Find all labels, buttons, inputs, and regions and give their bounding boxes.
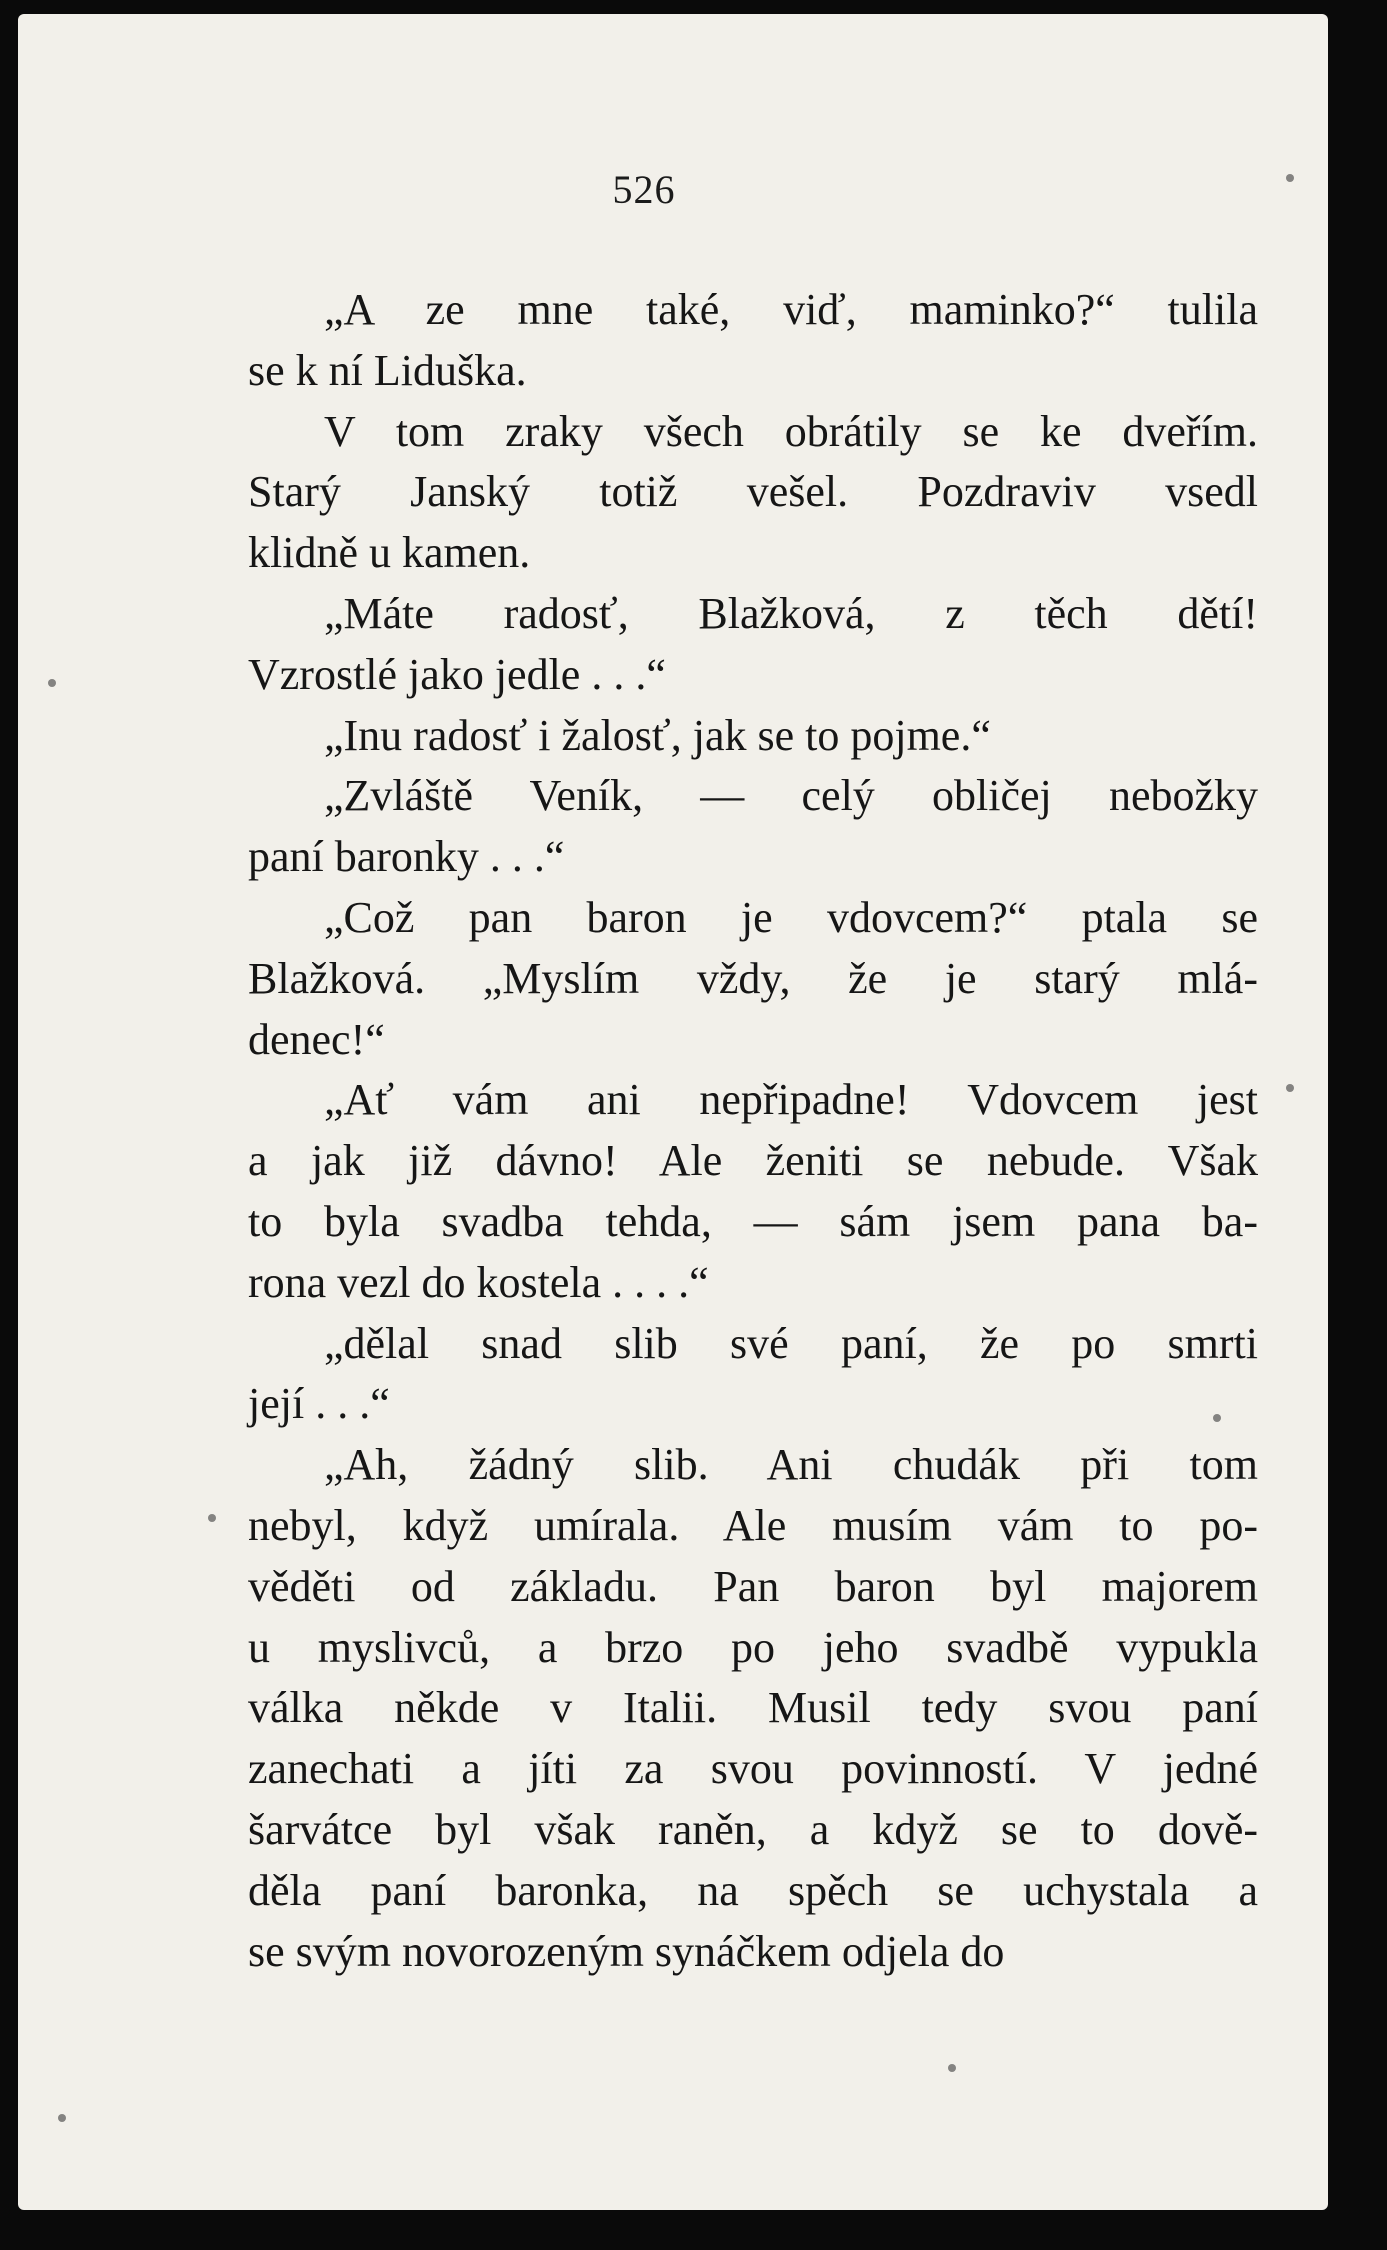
text-line: děla paní baronka, na spěch se uchystala a — [248, 1865, 1258, 1915]
scan-speck — [1213, 1414, 1221, 1422]
text-line: Vzrostlé jako jedle . . .“ — [248, 649, 666, 699]
text-line: šarvátce byl však raněn, a když se to dově- — [248, 1804, 1258, 1854]
text-line: nebyl, když umírala. Ale musím vám to po- — [248, 1500, 1258, 1550]
text-line: u myslivců, a brzo po jeho svadbě vypukla — [248, 1622, 1258, 1672]
text-line: se k ní Liduška. — [248, 345, 527, 395]
text-line: věděti od základu. Pan baron byl majorem — [248, 1561, 1258, 1611]
scan-speck — [1286, 1084, 1294, 1092]
text-line: klidně u kamen. — [248, 528, 531, 578]
text-line: se svým novorozeným synáčkem odjela do — [248, 1926, 1005, 1976]
text-line: denec!“ — [248, 1014, 385, 1064]
text-line: „Inu radosť i žalosť, jak se to pojme.“ — [324, 710, 991, 760]
text-line: a jak již dávno! Ale ženiti se nebude. Však — [248, 1136, 1258, 1186]
text-line: V tom zraky všech obrátily se ke dveřím. — [324, 406, 1258, 456]
text-line: Starý Janský totiž vešel. Pozdraviv vsedl — [248, 467, 1258, 517]
scan-speck — [948, 2064, 956, 2072]
scan-speck — [58, 2114, 66, 2122]
text-line: „Máte radosť, Blažková, z těch dětí! — [324, 588, 1258, 638]
text-line: „A ze mne také, viď, maminko?“ tulila — [324, 285, 1258, 334]
text-line: „dělal snad slib své paní, že po smrti — [324, 1318, 1258, 1368]
text-line: rona vezl do kostela . . . .“ — [248, 1257, 709, 1307]
text-line: válka někde v Italii. Musil tedy svou paní — [248, 1683, 1258, 1733]
text-line: „Zvláště Veník, — celý obličej nebožky — [324, 771, 1258, 821]
text-line: „Ať vám ani nepřipadne! Vdovcem jest — [324, 1075, 1258, 1125]
page-number: 526 — [612, 167, 676, 212]
scan-speck — [48, 679, 56, 687]
book-page — [18, 14, 1328, 2210]
text-line: „Ah, žádný slib. Ani chudák při tom — [324, 1440, 1258, 1490]
text-line: Blažková. „Myslím vždy, že je starý mlá- — [248, 953, 1258, 1003]
text-line: „Což pan baron je vdovcem?“ ptala se — [324, 892, 1258, 942]
body-text — [248, 280, 1258, 1982]
text-line: to byla svadba tehda, — sám jsem pana ba- — [248, 1196, 1258, 1246]
text-line: paní baronky . . .“ — [248, 832, 565, 882]
scan-speck — [208, 1514, 216, 1522]
text-line: zanechati a jíti za svou povinností. V jedné — [248, 1744, 1258, 1794]
scan-speck — [1286, 174, 1294, 182]
text-line: její . . .“ — [248, 1379, 390, 1429]
